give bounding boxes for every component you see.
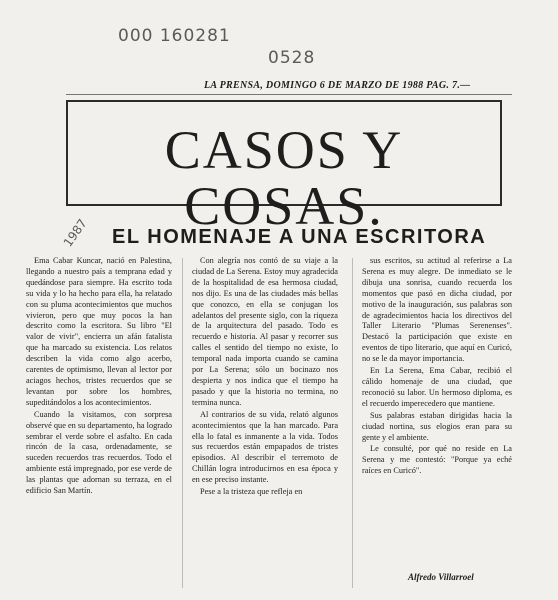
masthead-rule [66,94,512,95]
column-divider [182,258,183,588]
article-headline: EL HOMENAJE A UNA ESCRITORA [112,226,487,248]
paragraph: Al contrarios de su vida, relató algunos acontecimientos que la han marcado. Para ella lo fatal es inmanente a la vida. Todos sus recuerdos están empapados de tristes episodios. Al describir el terremoto de Chillán logra introducirnos en esa época y en ese preciso instante. [192,409,338,485]
article-column-3 [362,256,512,478]
paragraph: Con alegría nos contó de su viaje a la ciudad de La Serena. Estoy muy agradecida de la hospitalidad de esa hermosa ciudad, nos dijo. Es una de las ciudades más bellas que conozco, en ella se conjugan los adelantos del presente siglo, con la riqueza de la arquitectura del pasado. Todo es recuerdo e historia. Al pasar y recorrer sus calles el sentido del tiempo no existe, lo temporal nada importa cuando se camina por La Serena; sólo un bocinazo nos despierta y nos indica que el tiempo ha pasado y que la historia no termina, no termina nunca. [192,256,338,407]
paragraph: Cuando la visitamos, con sorpresa observé que en su departamento, ha logrado sembrar el verde sobre el asfalto. En cada rincón de la casa, ordenadamente, se suceden recuerdos tras recuerdos. Todo el ambiente está impregnado, por ese verde de las plantas que adornan su terraza, en el edificio San Martín. [26,409,172,496]
column-divider [352,258,353,588]
paragraph: Pese a la tristeza que refleja en [200,487,303,497]
handwritten-archive-id: 000 160281 [118,26,231,46]
paragraph: Ema Cabar Kuncar, nació en Palestina, llegando a nuestro país a temprana edad y quedándose para siempre. Ha escrito toda su vida y lo ha hecho para ella, ha relatado con su pluma acontecimientos que muchos vivieron, pero que muy pocos la han descrito como la escritora. Su libro "El valor de vivir", encierra un afán fatalista que ha marcado su existencia. Los relatos describen la vida como algo acerbo, carentes de optimismo, llevan al lector por aciagos hechos, tristes recuerdos que se levantan por sobre los hombres, supeditándolos a los acontecimientos. [26,256,172,407]
paragraph: Sus palabras estaban dirigidas hacia la ciudad nortina, sus elogios eran para su gente y el ambiente. [362,410,512,442]
author-signature: Alfredo Villarroel [408,572,474,582]
handwritten-number: 0528 [268,48,316,68]
masthead-line: LA PRENSA, DOMINGO 6 DE MARZO DE 1988 PAG. 7.— [204,80,471,91]
article-column-1 [26,256,172,498]
paragraph: sus escritos, su actitud al referirse a La Serena es muy alegre. De inmediato se le dibuja una sonrisa, cuando recuerda los momentos que pasó en dicha ciudad, por motivo de la inauguración, sus palabras son de agradecimientos hacia los directivos del Taller Literario "Plumas Serenenses". Destacó la participación que existe en eventos de tipo literario, que aquí en Curicó, no se le da mayor importancia. [362,256,512,364]
handwritten-year: 1987 [60,216,90,250]
section-banner [66,100,502,236]
article-column-2 [192,256,338,499]
paragraph: En La Serena, Ema Cabar, recibió el cálido homenaje de una ciudad, que reconoció su labor. Un hermoso diploma, es el recuerdo imperecedero que mantiene. [362,366,512,408]
section-title: CASOS Y COSAS. [164,120,404,236]
paragraph: Le consulté, por qué no reside en La Serena y me contestó: "Porque ya eché raíces en Curicó". [362,444,512,476]
